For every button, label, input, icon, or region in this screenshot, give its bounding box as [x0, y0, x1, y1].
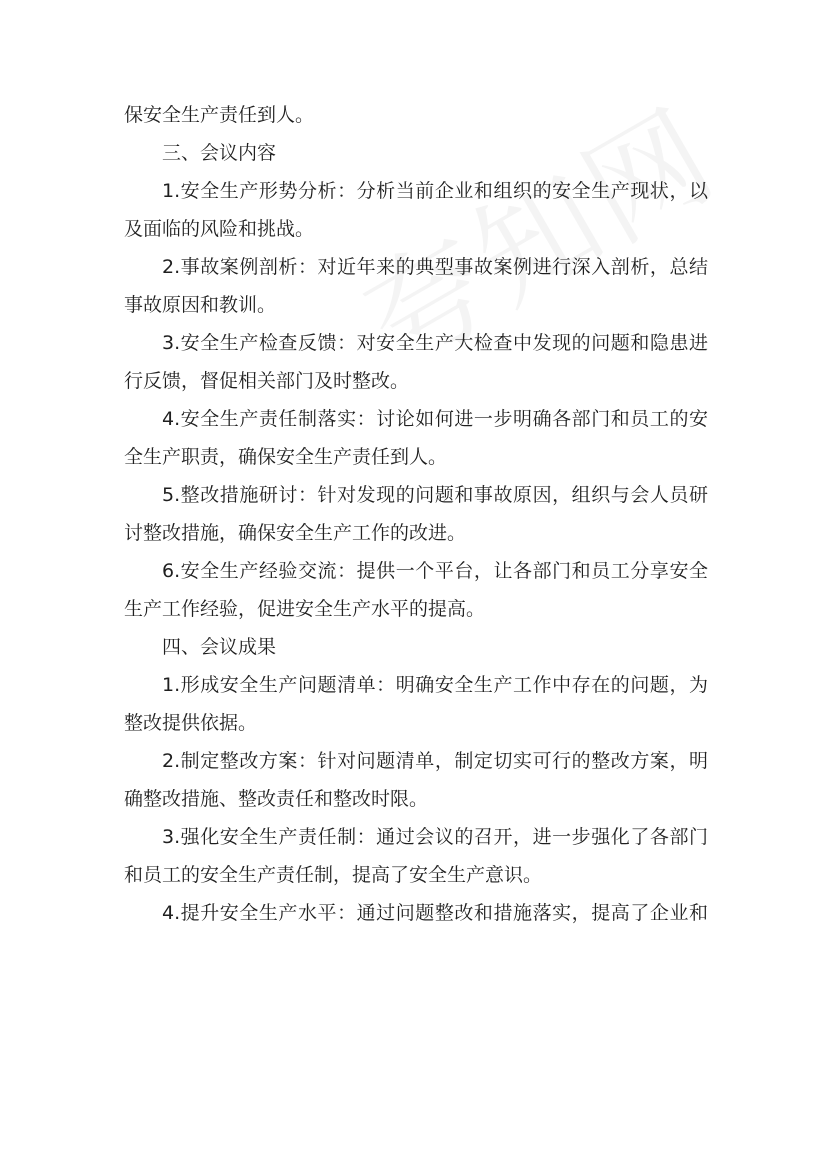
- list-item: [124, 552, 708, 628]
- list-item: [124, 324, 708, 400]
- list-item: [124, 476, 708, 552]
- text-line: 和员工的安全生产责任制，提高了安全生产意识。: [124, 864, 543, 886]
- text-line: 3.强化安全生产责任制：通过会议的召开，进一步强化了各部门: [162, 826, 708, 848]
- section-heading-meeting-content: 三、会议内容: [162, 142, 277, 164]
- text-line: 生产工作经验，促进安全生产水平的提高。: [124, 598, 486, 620]
- list-item: [124, 400, 708, 476]
- list-item: [124, 742, 708, 818]
- list-item: [124, 894, 708, 932]
- text-line: 行反馈，督促相关部门及时整改。: [124, 370, 410, 392]
- text-line: 1.安全生产形势分析：分析当前企业和组织的安全生产现状，以: [162, 180, 708, 202]
- text-line: 5.整改措施研讨：针对发现的问题和事故原因，组织与会人员研: [162, 484, 708, 506]
- text-line: 4.安全生产责任制落实：讨论如何进一步明确各部门和员工的安: [162, 408, 708, 430]
- list-item: [124, 172, 708, 248]
- list-item: [124, 818, 708, 894]
- list-item: [124, 248, 708, 324]
- text-line: 2.制定整改方案：针对问题清单，制定切实可行的整改方案，明: [162, 750, 708, 772]
- document-body: [124, 96, 708, 932]
- text-line: 1.形成安全生产问题清单：明确安全生产工作中存在的问题，为: [162, 674, 708, 696]
- text-line: 2.事故案例剖析：对近年来的典型事故案例进行深入剖析，总结: [162, 256, 708, 278]
- text-line: 事故原因和教训。: [124, 294, 277, 316]
- text-line: 全生产职责，确保安全生产责任到人。: [124, 446, 448, 468]
- text-line: 讨整改措施，确保安全生产工作的改进。: [124, 522, 467, 544]
- text-line: 保安全生产责任到人。: [124, 104, 315, 126]
- list-item: [124, 666, 708, 742]
- text-line: 4.提升安全生产水平：通过问题整改和措施落实，提高了企业和: [162, 902, 708, 924]
- section-heading-meeting-results: 四、会议成果: [162, 636, 277, 658]
- paragraph-intro-tail: [124, 96, 708, 134]
- text-line: 3.安全生产检查反馈：对安全生产大检查中发现的问题和隐患进: [162, 332, 708, 354]
- text-line: 及面临的风险和挑战。: [124, 218, 315, 240]
- text-line: 整改提供依据。: [124, 712, 258, 734]
- text-line: 确整改措施、整改责任和整改时限。: [124, 788, 429, 810]
- text-line: 6.安全生产经验交流：提供一个平台，让各部门和员工分享安全: [162, 560, 708, 582]
